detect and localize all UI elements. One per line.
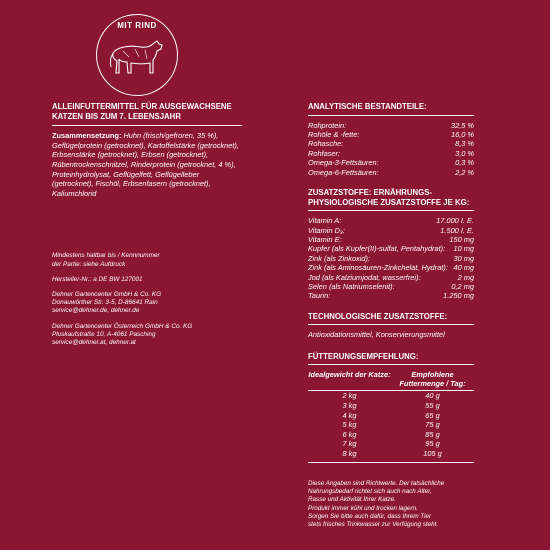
- additive-row: [308, 216, 474, 225]
- feeding-weight: 7 kg: [342, 439, 357, 449]
- address-at-line-3: service@dehner.at, dehner.at: [52, 338, 136, 346]
- analytic-value: 16,0 %: [450, 130, 474, 139]
- address-de: [52, 291, 242, 316]
- composition: [52, 131, 242, 198]
- additive-value: 40 mg: [453, 263, 474, 273]
- feeding-col-amount: Empfohlene Futtermenge / Tag:: [399, 370, 466, 389]
- address-de-line-2: Donauwörther Str. 3-5, D-86641 Rain: [52, 299, 158, 307]
- feeding-amount: 40 g: [425, 391, 440, 401]
- additive-label: Taurin:: [308, 291, 331, 301]
- additive-label: Kupfer (als Kupfer(II)-sulfat, Pentahydrat):: [308, 244, 446, 254]
- analytic-label: Rohprotein:: [308, 120, 347, 130]
- address-at: [52, 323, 242, 348]
- feeding-header: [308, 370, 474, 390]
- feeding-weight: 8 kg: [342, 449, 357, 459]
- composition-label: Zusammensetzung:: [52, 131, 122, 141]
- feeding-weight: 6 kg: [342, 429, 357, 439]
- feeding-amount: 55 g: [425, 401, 440, 411]
- additive-value: 1.250 mg: [443, 291, 474, 301]
- feeding-title: FÜTTERUNGSEMPFEHLUNG:: [308, 352, 474, 366]
- feeding-table: [308, 370, 474, 462]
- analytic-rows: [308, 121, 474, 177]
- feeding-amount: 105 g: [423, 449, 442, 459]
- additive-row: [308, 226, 474, 235]
- feeding-row: [308, 420, 474, 430]
- additive-value: 1.500 I. E.: [440, 225, 474, 235]
- feeding-amount: 95 g: [425, 439, 440, 449]
- analytic-label: Rohfaser:: [308, 148, 341, 158]
- feeding-weight: 5 kg: [342, 420, 357, 430]
- mit-rind-badge: [96, 14, 178, 96]
- analytic-label: Rohasche:: [308, 139, 344, 149]
- feeding-amount: 65 g: [425, 410, 440, 420]
- note-line: Nahrungsbedarf richtet sich auch nach Alter,: [308, 488, 432, 496]
- address-de-line-1: Dehner Gartencenter GmbH & Co. KG: [52, 290, 162, 298]
- analytic-row: [308, 149, 474, 158]
- additive-label: Selen (als Natriumselenit):: [308, 282, 395, 292]
- additive-row: [308, 244, 474, 253]
- additive-value: 17.000 I. E.: [436, 216, 474, 226]
- feeding-row: [308, 401, 474, 411]
- product-title: ALLEINFUTTERMITTEL FÜR AUSGEWACHSENE KATZEN BIS ZUM 7. LEBENSJAHR: [52, 102, 242, 126]
- analytic-label: Omega-3-Fettsäuren:: [308, 158, 379, 168]
- note-line: Produkt immer kühl und trocken lagern.: [308, 504, 418, 512]
- manufacturer-no: Hersteller-Nr.: a DE BW 127001: [52, 275, 143, 283]
- feeding-row: [308, 449, 474, 459]
- feeding-amount: 75 g: [425, 420, 440, 430]
- legal-info: [52, 252, 242, 347]
- address-de-line-3: service@dehner.de, dehner.de: [52, 307, 140, 315]
- feeding-row: [308, 430, 474, 440]
- additive-label: Zink (als Zinkoxid):: [308, 253, 371, 263]
- note-line: Rasse und Aktivität Ihrer Katze.: [308, 496, 396, 504]
- feeding-row: [308, 439, 474, 449]
- additive-value: 2 mg: [457, 272, 474, 282]
- additive-label: Vitamin A:: [308, 216, 342, 226]
- analytic-value: 2,2 %: [455, 167, 474, 177]
- feeding-weight: 3 kg: [342, 401, 357, 411]
- analytic-value: 32,5 %: [450, 120, 474, 130]
- shelf-life: [52, 252, 242, 268]
- additives-rows: [308, 216, 474, 301]
- address-at-line-2: Pluskaufstraße 10, A-4061 Pasching: [52, 330, 156, 338]
- analytic-label: Rohöle & -fette:: [308, 130, 360, 139]
- feeding-row: [308, 391, 474, 401]
- additive-value: 150 mg: [449, 235, 474, 245]
- additive-label: Vitamin E:: [308, 235, 342, 245]
- additive-row: [308, 282, 474, 291]
- note-line: Sorgen Sie bitte auch dafür, dass Ihrem Tier: [308, 512, 432, 520]
- tech-title: TECHNOLOGISCHE ZUSATZSTOFFE:: [308, 312, 474, 326]
- additive-label: Jod (als Kalziumjodat, wasserfrei):: [308, 272, 421, 282]
- note-line: stets frisches Trinkwasser zur Verfügung steht.: [308, 521, 439, 529]
- left-column: [52, 102, 242, 354]
- additive-row: [308, 263, 474, 272]
- analytic-row: [308, 158, 474, 167]
- analytic-value: 8,3 %: [455, 139, 474, 149]
- additive-label: Vitamin D₃:: [308, 225, 345, 235]
- additive-value: 30 mg: [453, 253, 474, 263]
- right-column: [308, 102, 474, 463]
- analytic-row: [308, 168, 474, 177]
- feeding-amount: 85 g: [425, 429, 440, 439]
- analytic-row: [308, 121, 474, 130]
- tech-text: Antioxidationsmittel, Konservierungsmittel: [308, 330, 445, 340]
- badge-label: MIT RIND: [117, 21, 157, 30]
- analytic-label: Omega-6-Fettsäuren:: [308, 167, 379, 177]
- shelf-life-line-2: der Partie: siehe Aufdruck: [52, 260, 126, 268]
- additive-row: [308, 235, 474, 244]
- feeding-note: [308, 480, 478, 529]
- additives-title: ZUSATZSTOFFE: ERNÄHRUNGS-PHYSIOLOGISCHE ZUSATZSTOFFE JE KG:: [308, 188, 474, 211]
- additive-value: 10 mg: [453, 244, 474, 254]
- cow-icon: [107, 35, 167, 81]
- analytic-row: [308, 130, 474, 139]
- additive-value: 0,2 mg: [451, 282, 474, 292]
- feeding-weight: 2 kg: [342, 391, 357, 401]
- address-at-line-1: Dehner Gartencenter Österreich GmbH & Co. KG: [52, 322, 193, 330]
- additive-row: [308, 254, 474, 263]
- additive-row: [308, 273, 474, 282]
- feeding-row: [308, 411, 474, 421]
- feeding-weight: 4 kg: [342, 410, 357, 420]
- analytic-value: 3,0 %: [455, 148, 474, 158]
- composition-text: Huhn (frisch/gefroren, 35 %), Geflügelprotein (getrocknet), Kartoffelstärke (getrocknet), Erbsenstärke (getrocknet), Erbsen (getrocknet), Rübentrockenschnitzel, Rinderprotein (getrocknet, 4 %), Proteinhydrolysat, Geflügelfett, Geflügelleber (getrocknet), Fischöl, Erbsenfasern (getrocknet), Kaliumchlorid: [52, 131, 239, 198]
- feeding-rows: [308, 390, 474, 458]
- analytic-value: 0,3 %: [455, 158, 474, 168]
- analytic-row: [308, 139, 474, 148]
- analytic-title: ANALYTISCHE BESTANDTEILE:: [308, 102, 474, 116]
- note-line: Diese Angaben sind Richtwerte. Der tatsächliche: [308, 480, 445, 487]
- feeding-col-weight: Idealgewicht der Katze:: [308, 370, 391, 380]
- additive-label: Zink (als Aminosäuren-Zinkchelat, Hydrat):: [308, 263, 448, 273]
- additive-row: [308, 291, 474, 300]
- shelf-life-line-1: Mindestens haltbar bis / Kennnummer: [52, 252, 160, 260]
